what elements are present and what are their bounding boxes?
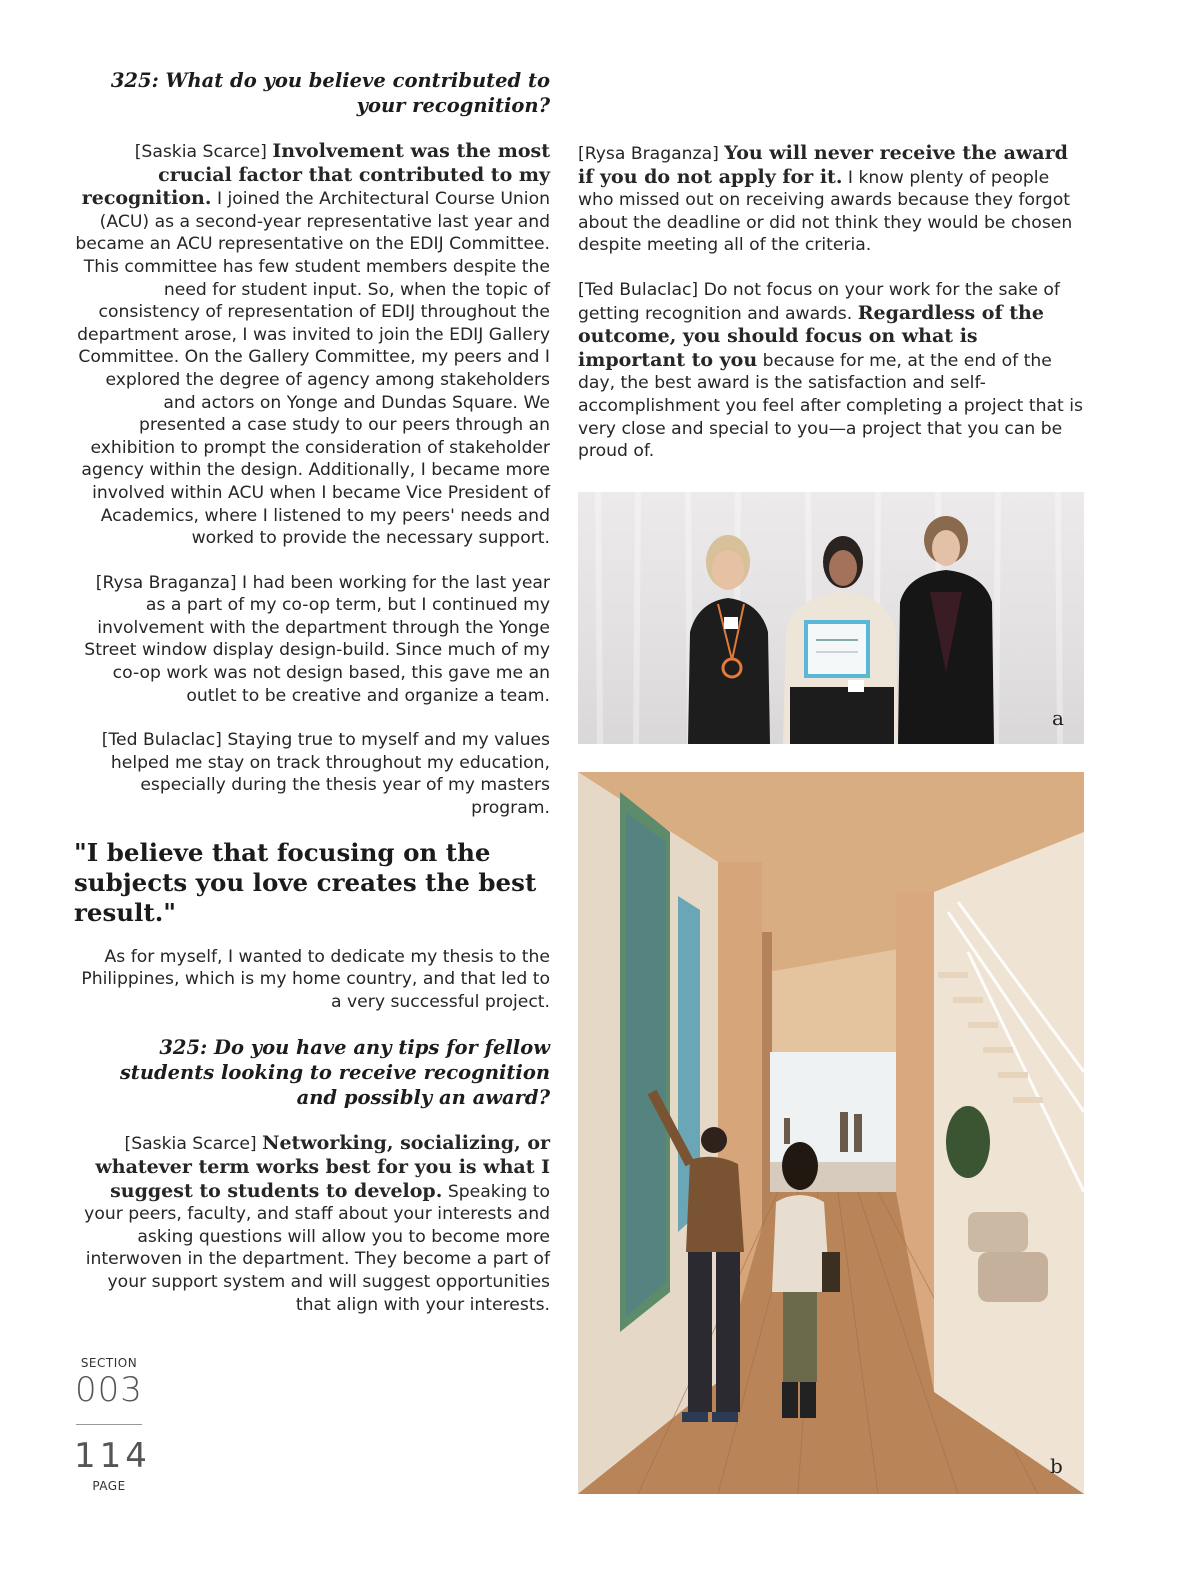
answer-paragraph: [Rysa Braganza] I had been working for the last year as a part of my co-op term, but I continued my involvement with the department through the Yonge Street window display design-build. Since much of my co-op work was not design based, this gave me an outlet to be creative and organize a team. (84, 572, 550, 706)
person-left (688, 535, 770, 744)
section-number: 003 (75, 1370, 143, 1410)
bold-answer: Networking, socializing, or whatever term works best for you is what I suggest to students to develop. (95, 1132, 550, 1202)
question-heading: 325: What do you believe contributed to your recognition? (110, 69, 550, 117)
bold-answer: You will never receive the award if you do not apply for it. (578, 142, 1068, 188)
award-photo-illustration (578, 492, 1084, 744)
speaker-name: [Saskia Scarce] (124, 1134, 257, 1155)
answer-paragraph (74, 1132, 550, 1316)
interior-rendering (578, 772, 1084, 1494)
left-column (74, 68, 550, 1316)
interior-rendering-illustration (578, 772, 1084, 1494)
page-number: 114 (74, 1436, 151, 1476)
section-page-marker (74, 1356, 151, 1493)
question-heading: 325: Do you have any tips for fellow students looking to receive recognition and possibly an award? (119, 1036, 550, 1110)
speaker-name: [Saskia Scarce] (134, 142, 267, 162)
answer-paragraph: [Ted Bulaclac] Staying true to myself and my values helped me stay on track throughout my education, especially during the thesis year of my masters program. (101, 730, 550, 819)
page-label: PAGE (92, 1479, 126, 1493)
bold-answer: Regardless of the outcome, you should focus on what is important to you (578, 301, 1044, 371)
divider (76, 1424, 142, 1425)
answer-text: I joined the Architectural Course Union (ACU) as a second-year representative last year and became an ACU representative on the EDIJ Committee. This committee has few student members despite the need for student input. So, when the topic of consistency of representation of EDIJ throughout the department arose, I was invited to join the EDIJ Gallery Committee. On the Gallery Committee, my peers and I explored the degree of agency among stakeholders and actors on Yonge and Dundas Square. We presented a case study to our peers through an exhibition to prompt the consideration of stakeholder agency within the design. Additionally, I became more involved within ACU when I became Vice President of Academics, where I listened to my peers' needs and worked to provide the necessary support. (75, 189, 550, 549)
person-right (898, 516, 994, 744)
pull-quote: "I believe that focusing on the subjects you love creates the best result." (74, 837, 537, 927)
answer-text: [Ted Bulaclac] Do not focus on your work for the sake of getting recognition and awards. (578, 279, 1060, 324)
speaker-name: [Rysa Braganza] (578, 144, 719, 164)
answer-text: Speaking to your peers, faculty, and staff about your interests and asking questions will allow you to become more interwoven in the department. They become a part of your support system and will suggest opportunities that align with your interests. (84, 1181, 550, 1315)
bold-answer: Involvement was the most crucial factor that contributed to my recognition. (81, 140, 550, 210)
right-column (578, 142, 1084, 463)
answer-paragraph (74, 140, 550, 550)
image-label-a: a (1052, 706, 1064, 730)
image-label-b: b (1050, 1454, 1063, 1478)
answer-paragraph (578, 279, 1084, 463)
award-photo (578, 492, 1084, 744)
answer-paragraph: As for myself, I wanted to dedicate my thesis to the Philippines, which is my home country, and that led to a very successful project. (81, 946, 550, 1012)
answer-text: I know plenty of people who missed out on receiving awards because they forgot about the deadline or did not think they would be chosen despite meeting all of the criteria. (578, 167, 1073, 256)
section-label: SECTION (80, 1356, 138, 1370)
answer-paragraph (578, 142, 1084, 257)
answer-text: because for me, at the end of the day, the best award is the satisfaction and self-accomplishment you feel after completing a project that is very close and special to you—a project that you can be proud of. (578, 350, 1083, 462)
person-middle (783, 536, 898, 744)
